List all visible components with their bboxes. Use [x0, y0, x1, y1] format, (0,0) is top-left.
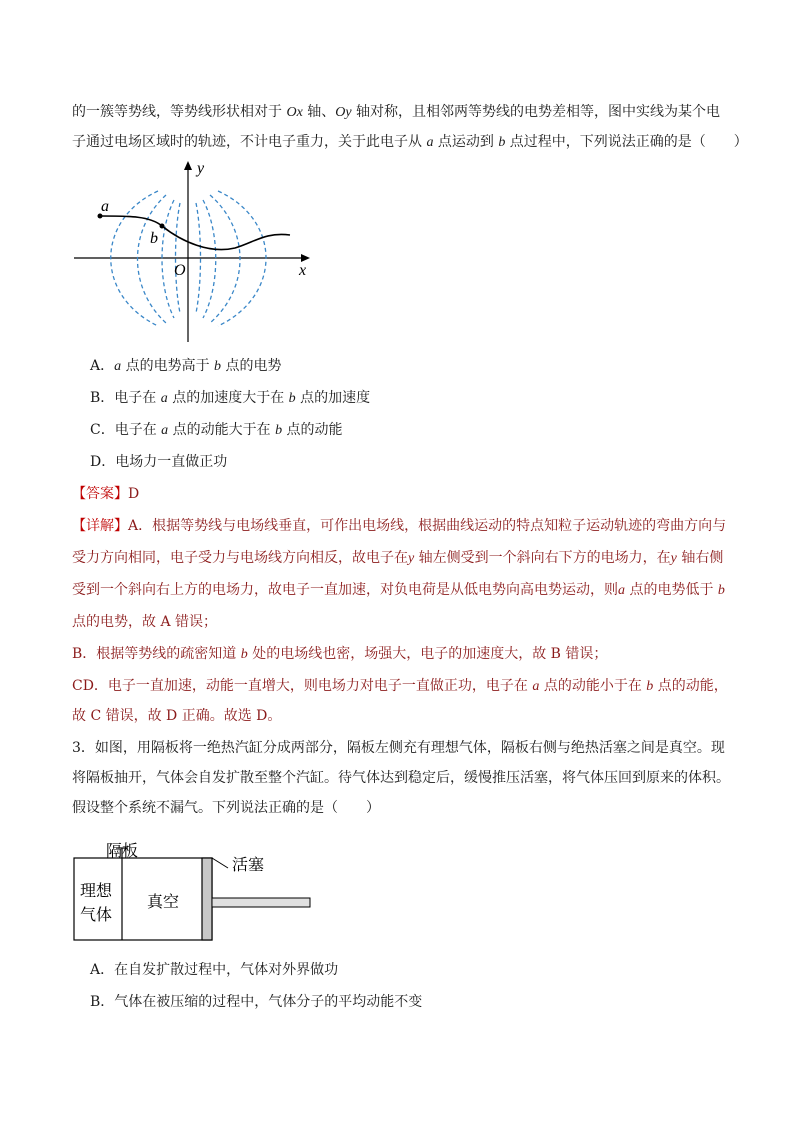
text-run: 点的动能小于在: [539, 678, 647, 694]
piston-leader-line: [212, 858, 228, 868]
q2-explain-line-3: [72, 580, 725, 601]
variable-symbol: b: [214, 359, 222, 374]
label-x: x: [299, 262, 307, 279]
variable-symbol: a: [532, 679, 540, 694]
variable-symbol: Ox: [286, 105, 303, 120]
text-run: 点的电势高于: [121, 358, 215, 374]
variable-symbol: y: [670, 551, 677, 566]
text-run: B．根据等势线的疏密知道: [72, 646, 241, 662]
text-run: 轴、: [302, 104, 336, 120]
explain-text: [128, 518, 726, 534]
q2-explain-line-6: [72, 676, 728, 697]
text-run: 点的动能: [282, 422, 343, 438]
q3-stem-line-3: 假设整个系统不漏气。下列说法正确的是（ ）: [72, 800, 380, 816]
y-axis-arrow: [184, 161, 192, 170]
label-o: O: [174, 262, 186, 279]
q2-explain-line-7: [72, 706, 281, 726]
q2-option-c: [90, 420, 343, 441]
q2-option-d: [90, 452, 227, 472]
q3-option-b: B．气体在被压缩的过程中，气体分子的平均动能不变: [90, 994, 423, 1010]
q2-explain-line-4: [72, 612, 217, 632]
q2-explain-line-5: [72, 644, 607, 665]
q2-answer: [72, 484, 139, 504]
q2-stem-line-2: [72, 132, 748, 153]
text-run: 点的动能，: [653, 678, 728, 694]
text-run: 子通过电场区域时的轨迹，不计电子重力，关于此电子从: [72, 134, 427, 150]
q2-explain-line-2: [72, 548, 723, 569]
equipotential-line: [138, 195, 167, 323]
label-partition: 隔板: [106, 843, 139, 860]
text-run: 点的加速度大于在: [167, 390, 289, 406]
point-b-dot: [160, 224, 165, 229]
text-run: 轴对称，且相邻两等势线的电势差相等，图中实线为某个电: [351, 104, 721, 120]
q2-option-a: [90, 356, 281, 377]
variable-symbol: a: [114, 359, 122, 374]
variable-symbol: b: [498, 135, 506, 150]
q3-stem-line-1: 3．如图，用隔板将一绝热汽缸分成两部分，隔板左侧充有理想气体，隔板右侧与绝热活塞之间是真空。现: [72, 740, 725, 756]
text-run: 点的动能大于在: [168, 422, 276, 438]
text-run: 点的电势: [221, 358, 282, 374]
electron-trajectory: [100, 216, 290, 250]
variable-symbol: b: [646, 679, 654, 694]
text-run: 点的加速度: [295, 390, 371, 406]
x-axis-arrow: [301, 254, 310, 262]
answer-tag: 【答案】: [72, 486, 128, 502]
equipotential-line: [203, 200, 216, 318]
text-run: 轴左侧受到一个斜向右下方的电场力，在: [414, 550, 671, 566]
explain-tag: 【详解】: [72, 518, 128, 534]
text-run: 点的电势低于: [625, 582, 718, 598]
text-run: CD．电子一直加速，动能一直增大，则电场力对电子一直做正功，电子在: [72, 678, 533, 694]
q3-option-a: A．在自发扩散过程中，气体对外界做功: [90, 962, 339, 978]
label-gas-line-2: 气体: [80, 907, 113, 924]
equipotential-line: [210, 195, 240, 323]
label-b: b: [150, 230, 158, 247]
variable-symbol: b: [240, 647, 248, 662]
text-run: A．: [90, 358, 115, 374]
label-a: a: [101, 198, 109, 215]
q3-stem-line-2: 将隔板抽开，气体会自发扩散至整个汽缸。待气体达到稳定后，缓慢推压活塞，将气体压回到原来的体积。: [72, 770, 730, 786]
variable-symbol: a: [618, 583, 625, 598]
variable-symbol: b: [275, 423, 283, 438]
variable-symbol: a: [161, 423, 169, 438]
label-piston: 活塞: [232, 857, 265, 874]
q2-option-b: [90, 388, 370, 409]
text-run: 的一簇等势线，等势线形状相对于: [72, 104, 287, 120]
variable-symbol: y: [408, 551, 415, 566]
text-run: D．电场力一直做正功: [90, 454, 228, 470]
piston-rod: [212, 898, 310, 907]
q2-stem-line-1: [72, 102, 720, 123]
variable-symbol: b: [288, 391, 296, 406]
text-run: 轴右侧: [676, 550, 724, 566]
text-run: 点运动到: [433, 134, 499, 150]
label-vacuum: 真空: [147, 894, 180, 911]
text-run: C．电子在: [90, 422, 162, 438]
equipotential-line: [162, 200, 174, 318]
text-run: 故 C 错误，故 D 正确。故选 D。: [72, 708, 282, 724]
variable-symbol: b: [717, 583, 725, 598]
q2-equipotential-figure: [70, 158, 320, 348]
label-gas-line-1: 理想: [80, 883, 113, 900]
text-run: 点过程中，下列说法正确的是（ ）: [505, 134, 748, 150]
text-run: A．根据等势线与电场线垂直，可作出电场线，根据曲线运动的特点知粒子运动轨迹的弯曲方向与: [128, 518, 727, 534]
text-run: 处的电场线也密，场强大，电子的加速度大，故 B 错误；: [247, 646, 608, 662]
text-run: 受力方向相同，电子受力与电场线方向相反，故电子在: [72, 550, 408, 566]
answer-value: D: [128, 486, 140, 502]
text-run: B．电子在: [90, 390, 161, 406]
q3-cylinder-figure: [70, 832, 320, 947]
variable-symbol: Oy: [335, 105, 352, 120]
variable-symbol: a: [426, 135, 434, 150]
label-y: y: [197, 160, 205, 177]
variable-symbol: a: [160, 391, 168, 406]
q2-explain-line-1: [72, 516, 726, 536]
text-run: 点的电势，故 A 错误；: [72, 614, 218, 630]
piston: [202, 858, 212, 940]
text-run: 受到一个斜向右上方的电场力，故电子一直加速，对负电荷是从低电势向高电势运动，则: [72, 582, 618, 598]
